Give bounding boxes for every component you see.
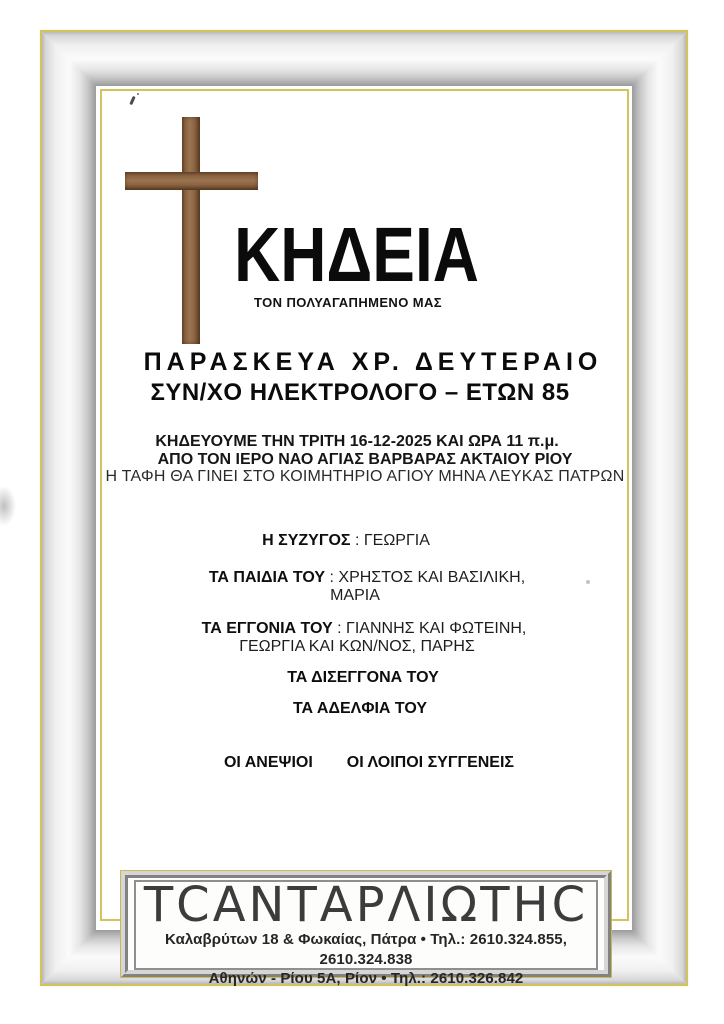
- deceased-details: ΣΥΝ/ΧΟ ΗΛΕΚΤΡΟΛΟΓΟ – ΕΤΩΝ 85: [150, 379, 570, 406]
- page-title: [100, 212, 628, 298]
- plate-content: [137, 877, 595, 987]
- family-row-spouse: Η ΣΥΖΥΓΟΣ : ΓΕΩΡΓΙΑ: [262, 532, 430, 549]
- funeral-home-name: ΤCΑΝΤΑΡΛΙΩΤΗC: [143, 877, 589, 933]
- deceased-name: ΠΑΡΑΣΚΕΥΑ ΧΡ. ΔΕΥΤΕΡΑΙΟ: [143, 348, 603, 376]
- family-row-children-cont: ΜΑΡΙΑ: [330, 587, 380, 604]
- scan-artifact: [0, 486, 16, 526]
- closing-line: [100, 754, 628, 772]
- service-line-2: ΑΠΟ ΤΟΝ ΙΕΡΟ ΝΑΟ ΑΓΙΑΣ ΒΑΡΒΑΡΑΣ ΑΚΤΑΙΟΥ ΡΙΟΥ: [157, 450, 573, 468]
- service-line-1: ΚΗΔΕΥΟΥΜΕ ΤΗΝ ΤΡΙΤΗ 16-12-2025 ΚΑΙ ΩΡΑ 11 π.μ.: [155, 433, 559, 450]
- family-row-grandchildren: ΤΑ ΕΓΓΟΝΙΑ ΤΟΥ : ΓΙΑΝΝΗΣ ΚΑΙ ΦΩΤΕΙΝΗ,: [201, 620, 527, 637]
- cross-horizontal-bar: [125, 172, 258, 190]
- scan-artifact: [137, 93, 139, 95]
- family-row-children: ΤΑ ΠΑΙΔΙΑ ΤΟΥ : ΧΡΗΣΤΟΣ ΚΑΙ ΒΑΣΙΛΙΚΗ,: [208, 569, 526, 586]
- closing-nephews: ΟΙ ΑΝΕΨΙΟΙ: [223, 754, 313, 771]
- address-line-2: Αθηνών - Ρίου 5Α, Ρίον • Τηλ.: 2610.326.842: [208, 970, 524, 987]
- service-details: [100, 433, 628, 486]
- address-line-1: Καλαβρύτων 18 & Φωκαίας, Πάτρα • Τηλ.: 2610.324.855, 2610.324.838: [164, 931, 567, 968]
- family-row-siblings: ΤΑ ΑΔΕΛΦΙΑ ΤΟΥ: [292, 700, 428, 717]
- funeral-home-addresses: [137, 930, 595, 989]
- subtitle: ΤΟΝ ΠΟΛΥΑΓΑΠΗΜΕΝΟ ΜΑΣ: [254, 295, 442, 310]
- title-text: ΚΗΔΕΙΑ: [233, 212, 479, 298]
- funeral-home-plate: [120, 870, 612, 987]
- service-line-3: Η ΤΑΦΗ ΘΑ ΓΙΝΕΙ ΣΤΟ ΚΟΙΜΗΤΗΡΙΟ ΑΓΙΟΥ ΜΗΝΑ ΛΕΥΚΑΣ ΠΑΤΡΩΝ: [105, 468, 625, 486]
- closing-relatives: ΟΙ ΛΟΙΠΟΙ ΣΥΓΓΕΝΕΙΣ: [346, 754, 515, 771]
- family-row-grandchildren-cont: ΓΕΩΡΓΙΑ ΚΑΙ ΚΩΝ/ΝΟΣ, ΠΑΡΗΣ: [239, 638, 475, 655]
- family-row-great-grandchildren: ΤΑ ΔΙΣΕΓΓΟΝΑ ΤΟΥ: [287, 669, 439, 686]
